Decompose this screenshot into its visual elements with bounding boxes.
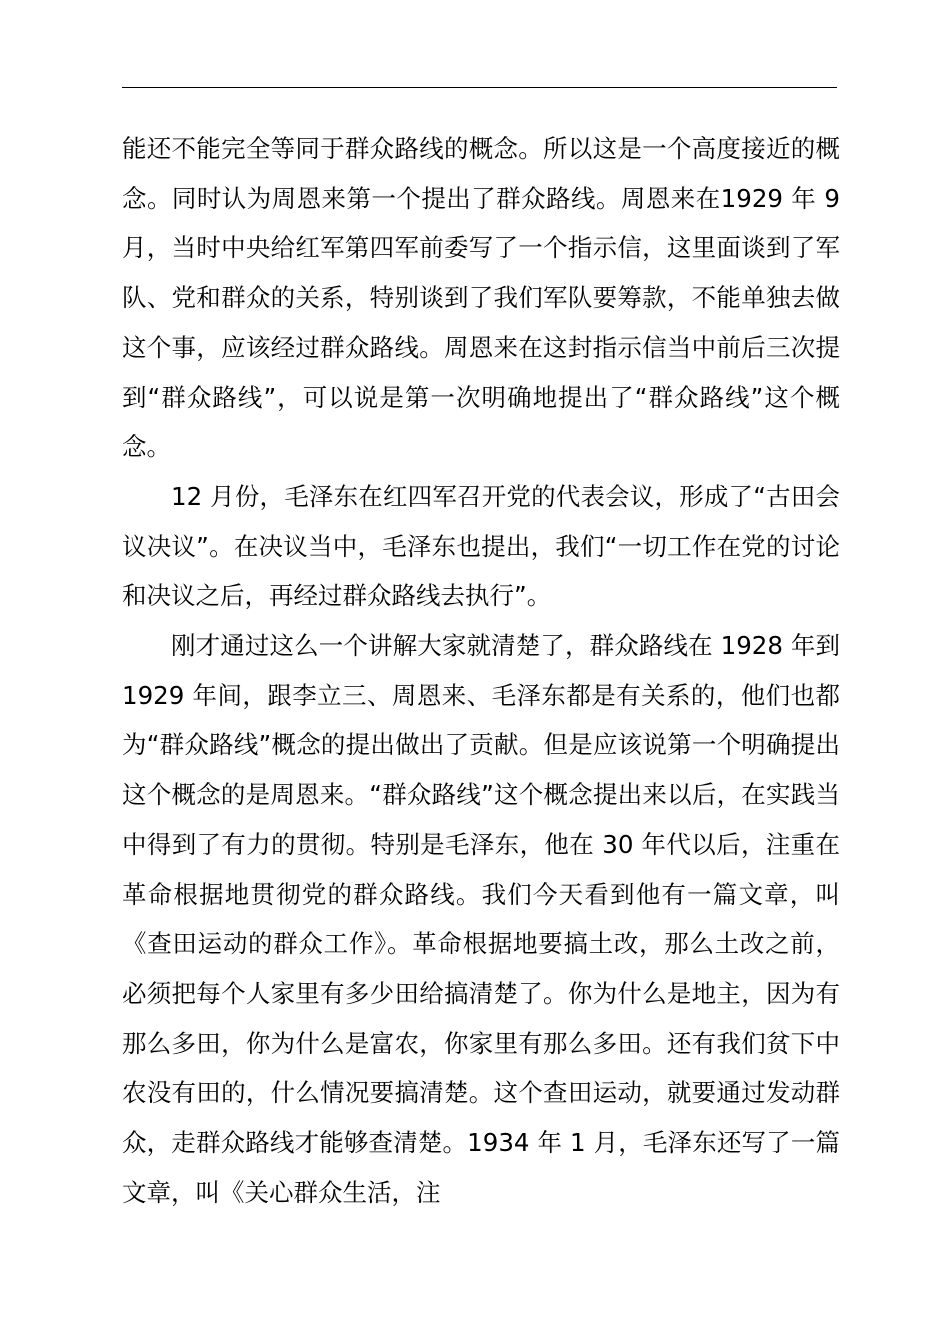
paragraph-3: 刚才通过这么一个讲解大家就清楚了，群众路线在 1928 年到 1929 年间，跟李立三、周恩来、毛泽东都是有关系的，他们也都为“群众路线”概念的提出做出了贡献。但是应该说第一个明确提出这个概念的是周恩来。“群众路线”这个概念提出来以后，在实践当中得到了有力的贯彻。特别是毛泽东，他在 30 年代以后，注重在革命根据地贯彻党的群众路线。我们今天看到他有一篇文章，叫《查田运动的群众工作》。革命根据地要搞土改，那么土改之前，必须把每个人家里有多少田给搞清楚了。你为什么是地主，因为有那么多田，你为什么是富农，你家里有那么多田。还有我们贫下中农没有田的，什么情况要搞清楚。这个查田运动，就要通过发动群众，走群众路线才能够查清楚。1934 年 1 月，毛泽东还写了一篇文章，叫《关心群众生活，注	[122, 631, 840, 1207]
header-rule	[122, 87, 837, 88]
paragraph-2: 12 月份，毛泽东在红四军召开党的代表会议，形成了“古田会议决议”。在决议当中，毛泽东也提出，我们“一切工作在党的讨论和决议之后，再经过群众路线去执行”。	[122, 481, 840, 611]
paragraph-1: 能还不能完全等同于群众路线的概念。所以这是一个高度接近的概念。同时认为周恩来第一个提出了群众路线。周恩来在1929 年 9 月，当时中央给红军第四军前委写了一个指示信，这里面谈到了军队、党和群众的关系，特别谈到了我们军队要筹款，不能单独去做这个事，应该经过群众路线。周恩来在这封指示信当中前后三次提到“群众路线”，可以说是第一次明确地提出了“群众路线”这个概念。	[122, 134, 840, 462]
document-body	[122, 124, 840, 1217]
